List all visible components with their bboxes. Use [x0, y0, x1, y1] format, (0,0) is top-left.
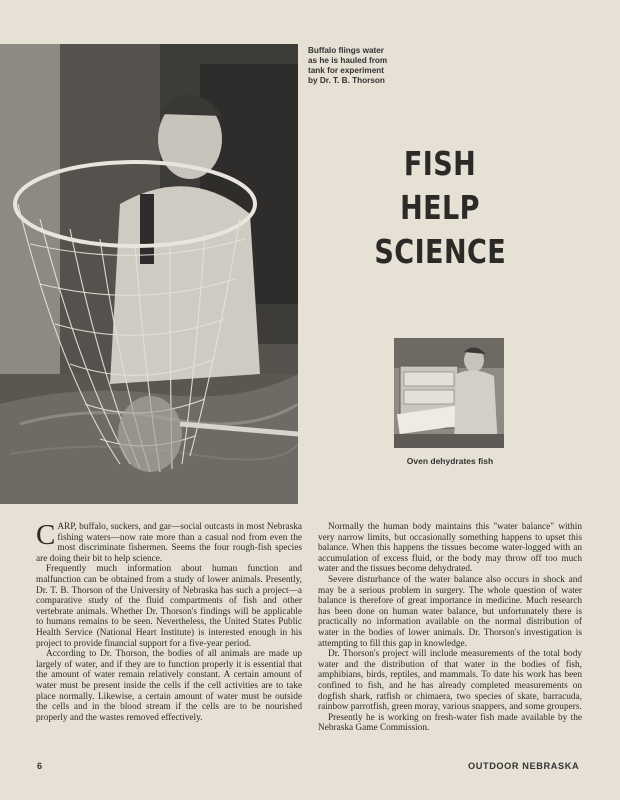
magazine-name: OUTDOOR NEBRASKA	[468, 761, 580, 771]
paragraph-text: ARP, buffalo, suckers, and gar—social outcasts in most Nebraska fishing waters—now rate more than a casual nod from even the most discriminate fishermen. Seems the four rough-fish species are doing their bit to help science.	[36, 522, 302, 564]
article-title	[360, 142, 520, 274]
oven-photo-caption: Oven dehydrates fish	[406, 456, 494, 466]
oven-photo	[394, 338, 504, 448]
article-paragraph	[36, 519, 302, 564]
main-photo-caption: Buffalo flings water as he is hauled from tank for experiment by Dr. T. B. Thorson	[308, 46, 388, 85]
title-line-2: HELP	[400, 188, 480, 227]
page-number: 6	[37, 761, 43, 771]
main-photo	[0, 44, 298, 504]
net-scene-illustration	[0, 44, 298, 504]
article-paragraph: According to Dr. Thorson, the bodies of all animals are made up largely of water, and if they are to function properly it is essential that the amount of water remain relatively constant. A certain amount of water must be present inside the cells if the cell activities are to take place normally. Likewise, a certain amount of water must be outside the cells and in the blood stream if the cells are to be nourished properly and the wastes removed effectively.	[36, 649, 302, 723]
article-column-right	[318, 522, 582, 734]
article-paragraph: Presently he is working on fresh-water fish made available by the Nebraska Game Commission.	[318, 712, 582, 734]
title-line-1: FISH	[403, 144, 477, 183]
oven-scene-illustration	[394, 338, 504, 448]
article-column-left	[36, 519, 302, 723]
title-line-3: SCIENCE	[374, 232, 507, 271]
drop-cap: C	[36, 519, 56, 551]
article-paragraph: Frequently much information about human function and malfunction can be obtained from a study of lower animals. Presently, Dr. T. B. Thorson of the University of Nebraska has such a project—a comparative study of the fluid compartments of fish and other vertebrate animals. Whether Dr. Thorson's findings will be applicable to humans remains to be seen. Nevertheless, the United States Public Health Service (National Heart Institute) is interested enough in his project to provide financial support for a five-year period.	[36, 564, 302, 649]
article-paragraph: Normally the human body maintains this "water balance" within very narrow limits, but occasionally something happens to upset this balance. When this happens the tissues become water-logged with an accumulation of excess fluid, or the body may throw off too much water and the tissues become dehydrated.	[318, 522, 582, 575]
article-paragraph: Dr. Thorson's project will include measurements of the total body water and the distribution of that water in the bodies of fish, amphibians, birds, reptiles, and mammals. To date his work has been confined to fish, and he has already completed measurements on dogfish shark, ratfish or chimaera, two species of skate, barracuda, rainbow parrotfish, green moray, various snappers, and some groupers.	[318, 649, 582, 713]
article-paragraph: Severe disturbance of the water balance also occurs in shock and may be a serious problem in surgery. The whole question of water balance is therefore of great importance in medicine. Much research has been done on human water balance, but unfortunately there is practically no information available on the normal distribution of water in the bodies of lower animals. Dr. Thorson's investigation is attempting to fill this gap in knowledge.	[318, 574, 582, 649]
